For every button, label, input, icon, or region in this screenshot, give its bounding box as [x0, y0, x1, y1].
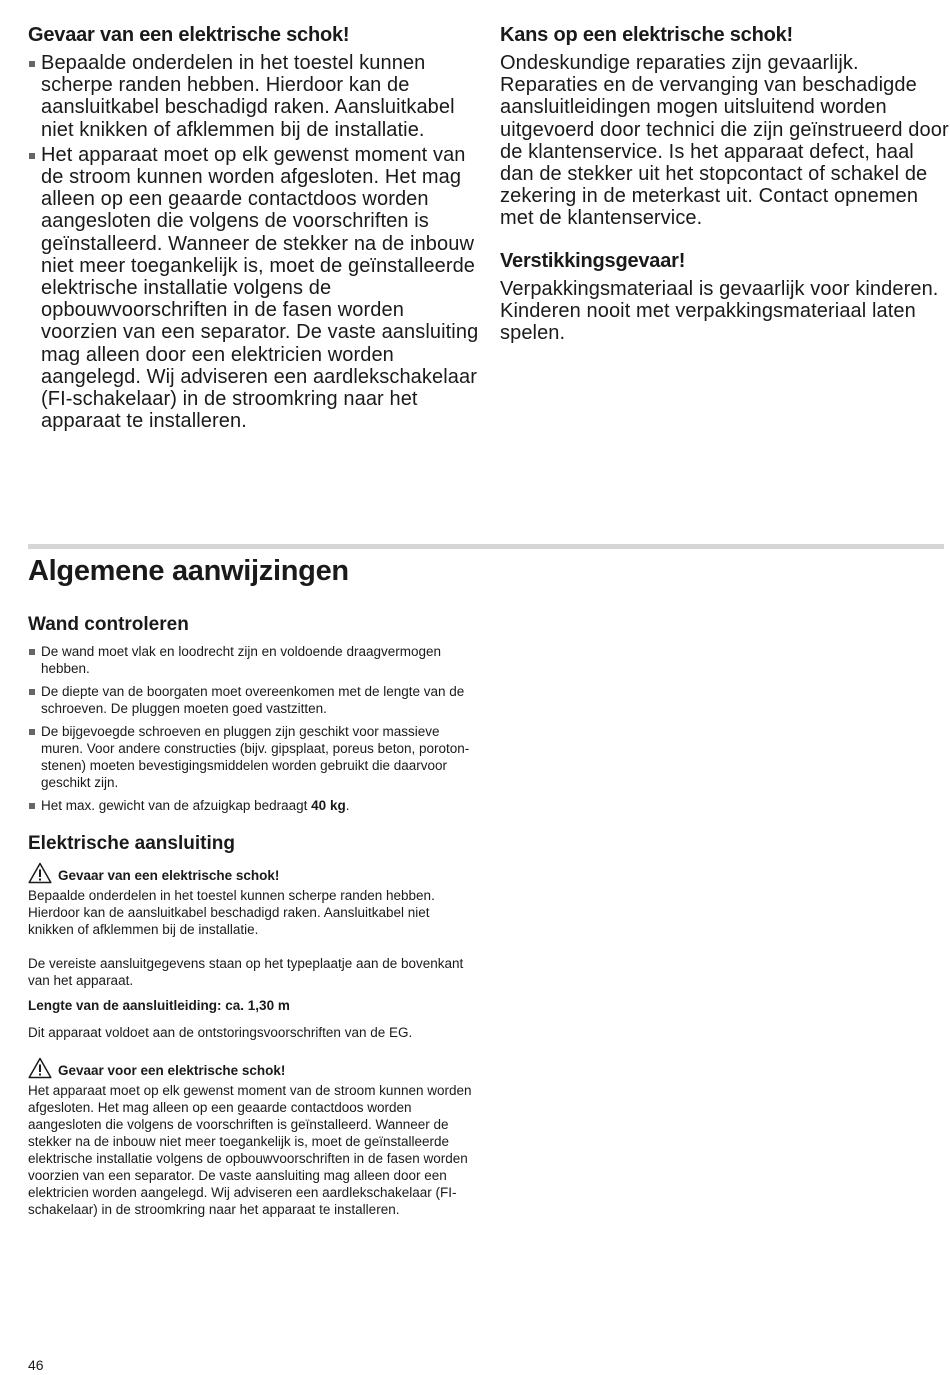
connection-info-text: De vereiste aansluitgegevens staan op het typeplaatje aan de bovenkant van het apparaat. [28, 956, 464, 988]
weight-value: 40 kg [311, 798, 346, 813]
wall-check-list [28, 643, 473, 814]
warning-triangle-icon [28, 1057, 52, 1079]
list-item: Het apparaat moet op elk gewenst moment van de stroom kunnen worden afgesloten. Het mag alleen op een geaarde contactdoos worden aangesloten die volgens de voorschriften is geïnstalleerd. Wanneer de stekker na de inbouw niet meer toegankelijk is, moet de geïnstalleerde elektrische installatie volgens de opbouwvoorschriften in de fasen worden voorzien van een separator. De vaste aansluiting mag alleen door een elektricien worden aangelegd. Wij adviseren een aardlekschakelaar (FI-schakelaar) in de stroomkring naar het apparaat te installeren. [28, 144, 483, 433]
shock-risk-heading: Kans op een elektrische schok! [500, 24, 794, 46]
electric-shock-heading: Gevaar van een elektrische schok! [28, 24, 350, 46]
electric-shock-list [28, 52, 483, 432]
electrical-connection-heading: Elektrische aansluiting [28, 833, 235, 854]
list-item: De wand moet vlak en loodrecht zijn en voldoende draagvermogen hebben. [28, 643, 473, 677]
section-title: Algemene aanwijzingen [28, 555, 349, 587]
eg-compliance-text: Dit apparaat voldoet aan de ontstoringsvoorschriften van de EG. [28, 1025, 413, 1040]
warning-2-title: Gevaar voor een elektrische schok! [58, 1063, 286, 1078]
shock-risk-text: Ondeskundige reparaties zijn gevaarlijk. Reparaties en de vervanging van beschadigde aansluitleidingen mogen uitsluitend worden uitgevoerd door technici die zijn geïnstrueerd door de klantenservice. Is het apparaat defect, haal dan de stekker uit het stopcontact of schakel de zekering in de meterkast uit. Contact opnemen met de klantenservice. [500, 52, 949, 230]
suffocation-text: Verpakkingsmateriaal is gevaarlijk voor kinderen. Kinderen nooit met verpakkingsmateriaal laten spelen. [500, 277, 939, 345]
warning-2 [28, 1057, 473, 1079]
list-item: De diepte van de boorgaten moet overeenkomen met de lengte van de schroeven. De pluggen moeten goed vastzitten. [28, 683, 473, 717]
list-item: Bepaalde onderdelen in het toestel kunnen scherpe randen hebben. Hierdoor kan de aansluitkabel beschadigd raken. Aansluitkabel niet knikken of afklemmen bij de installatie. [28, 52, 483, 141]
warning-triangle-icon [28, 862, 52, 884]
warning-1-title: Gevaar van een elektrische schok! [58, 868, 280, 883]
general-instructions [28, 613, 473, 1218]
section-divider [28, 544, 944, 549]
weight-suffix: . [345, 798, 350, 813]
weight-text: Het max. gewicht van de afzuigkap bedraagt [41, 798, 312, 813]
cable-length: Lengte van de aansluitleiding: ca. 1,30 m [28, 998, 290, 1013]
list-item [28, 797, 473, 814]
warning-1 [28, 862, 473, 884]
right-warning-column [500, 22, 950, 344]
wall-check-heading: Wand controleren [28, 614, 189, 635]
page-number: 46 [28, 1357, 44, 1373]
left-warning-column [28, 22, 483, 435]
list-item: De bijgevoegde schroeven en pluggen zijn geschikt voor massieve muren. Voor andere constructies (bijv. gipsplaat, poreus beton, poroton-stenen) moeten bevestigingsmiddelen worden gebruikt die daarvoor geschikt zijn. [28, 723, 473, 791]
suffocation-heading: Verstikkingsgevaar! [500, 249, 686, 272]
warning-2-text: Het apparaat moet op elk gewenst moment van de stroom kunnen worden afgesloten. Het mag alleen op een geaarde contactdoos worden aangesloten die volgens de voorschriften is geïnstalleerd. Wanneer de stekker na de inbouw niet meer toegankelijk is, moet de geïnstalleerde elektrische installatie volgens de opbouwvoorschriften in de fasen worden voorzien van een separator. De vaste aansluiting mag alleen door een elektricien worden aangelegd. Wij adviseren een aardlekschakelaar (FI-schakelaar) in de stroomkring naar het apparaat te installeren. [28, 1083, 472, 1217]
warning-1-text: Bepaalde onderdelen in het toestel kunnen scherpe randen hebben. Hierdoor kan de aansluitkabel beschadigd raken. Aansluitkabel niet knikken of afklemmen bij de installatie. [28, 888, 435, 937]
